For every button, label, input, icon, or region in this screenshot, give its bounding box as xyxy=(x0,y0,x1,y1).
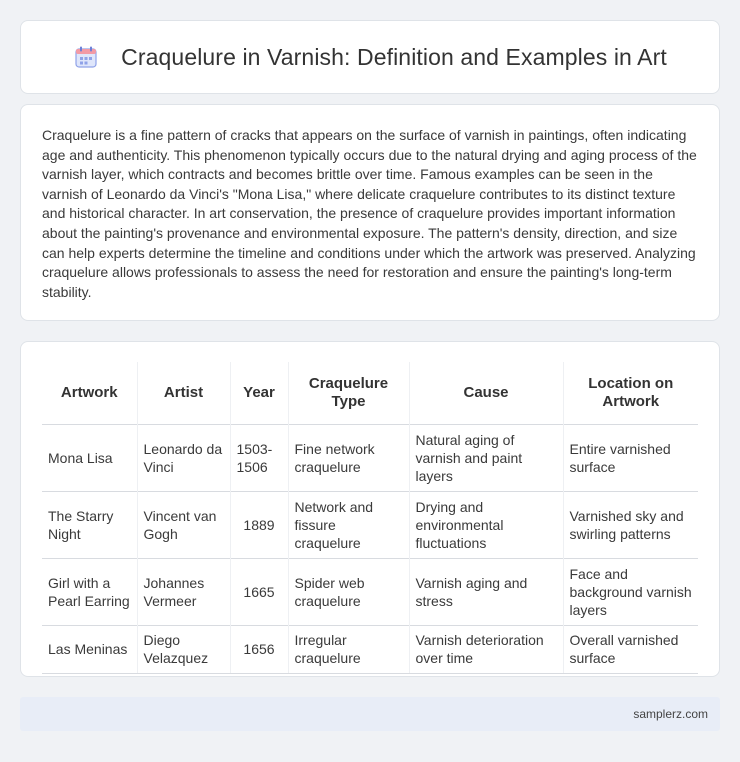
cell-location: Face and background varnish layers xyxy=(563,558,698,625)
cell-craquelure-type: Spider web craquelure xyxy=(288,558,409,625)
table-header-row xyxy=(42,362,698,424)
cell-cause: Drying and environmental fluctuations xyxy=(409,491,563,558)
header-artwork: Artwork xyxy=(60,383,118,401)
header-craquelure-type: Craquelure Type xyxy=(288,362,409,424)
craquelure-table xyxy=(42,362,698,674)
cell-location: Overall varnished surface xyxy=(563,625,698,673)
cell-artwork: Girl with a Pearl Earring xyxy=(42,558,137,625)
cell-cause: Varnish deterioration over time xyxy=(409,625,563,673)
page-title: Craquelure in Varnish: Definition and Examples in Art xyxy=(121,43,667,70)
table-card xyxy=(20,341,720,677)
cell-cause: Natural aging of varnish and paint layers xyxy=(409,424,563,491)
cell-artist: Vincent van Gogh xyxy=(137,491,230,558)
cell-artwork: Las Meninas xyxy=(42,625,137,673)
table-row xyxy=(42,491,698,558)
calendar-icon xyxy=(73,44,99,70)
cell-artist: Johannes Vermeer xyxy=(137,558,230,625)
header-artist: Artist xyxy=(137,362,230,424)
intro-card xyxy=(20,104,720,321)
cell-artwork: The Starry Night xyxy=(42,491,137,558)
cell-artist: Diego Velazquez xyxy=(137,625,230,673)
cell-craquelure-type: Network and fissure craquelure xyxy=(288,491,409,558)
cell-cause: Varnish aging and stress xyxy=(409,558,563,625)
cell-location: Entire varnished surface xyxy=(563,424,698,491)
cell-year: 1656 xyxy=(230,625,288,673)
title-card xyxy=(20,20,720,94)
table-row xyxy=(42,558,698,625)
cell-year: 1665 xyxy=(230,558,288,625)
cell-artist: Leonardo da Vinci xyxy=(137,424,230,491)
source-link[interactable]: samplerz.com xyxy=(633,707,708,721)
cell-artwork: Mona Lisa xyxy=(42,424,137,491)
header-year: Year xyxy=(230,362,288,424)
table-row xyxy=(42,625,698,673)
cell-craquelure-type: Fine network craquelure xyxy=(288,424,409,491)
intro-paragraph: Craquelure is a fine pattern of cracks that appears on the surface of varnish in paintings, often indicating age and authenticity. This phenomenon typically occurs due to the natural drying and aging process of the varnish layer, which contracts and becomes brittle over time. Famous examples can be seen in the varnish of Leonardo da Vinci's "Mona Lisa," where delicate craquelure contributes to its distinct texture and historical character. In art conservation, the presence of craquelure provides important information about the painting's provenance and environmental exposure. The pattern's density, direction, and size can help experts determine the timeline and conditions under which the artwork was preserved. Analyzing craquelure allows professionals to assess the need for restoration and ensure the painting's long-term stability. xyxy=(42,127,697,300)
header-cause: Cause xyxy=(409,362,563,424)
cell-location: Varnished sky and swirling patterns xyxy=(563,491,698,558)
header-location: Location on Artwork xyxy=(563,362,698,424)
cell-year: 1889 xyxy=(230,491,288,558)
cell-year: 1503-1506 xyxy=(230,424,288,491)
footer-bar xyxy=(20,697,720,731)
table-row xyxy=(42,424,698,491)
cell-craquelure-type: Irregular craquelure xyxy=(288,625,409,673)
